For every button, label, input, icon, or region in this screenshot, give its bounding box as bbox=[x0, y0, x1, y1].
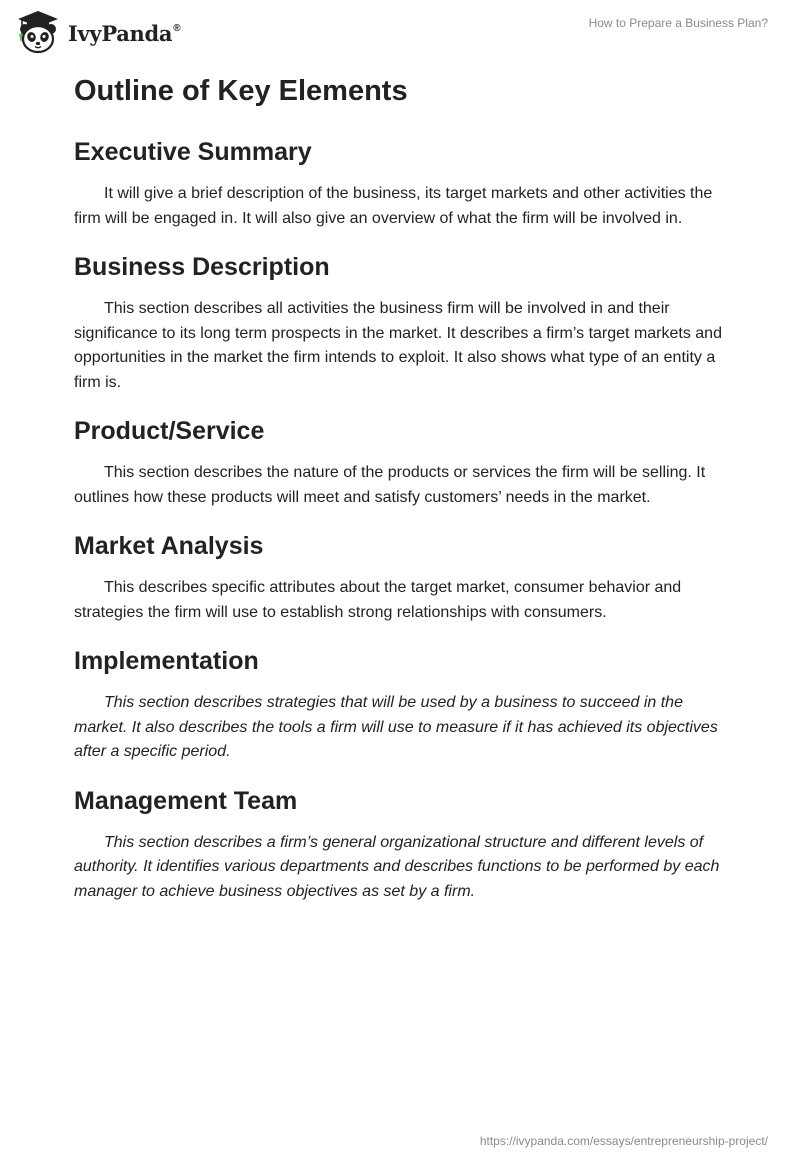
section-implementation bbox=[74, 645, 724, 765]
section-paragraph: This section describes a firm’s general organizational structure and different levels of authority. It identifies various departments and describes functions to be performed by each manager to achieve business objectives as set by a firm. bbox=[74, 833, 720, 900]
section-heading: Business Description bbox=[74, 253, 330, 281]
panda-graduation-cap-icon bbox=[14, 8, 62, 56]
section-heading: Executive Summary bbox=[74, 138, 312, 166]
section-executive-summary bbox=[74, 136, 724, 231]
section-heading: Management Team bbox=[74, 786, 298, 815]
section-paragraph: This describes specific attributes about the target market, consumer behavior and strategies the firm will use to establish strong relationships with consumers. bbox=[74, 579, 682, 621]
section-business-description bbox=[74, 251, 724, 395]
section-heading: Product/Service bbox=[74, 417, 265, 445]
section-market-analysis bbox=[74, 530, 724, 625]
logo-text: IvyPanda® bbox=[68, 20, 181, 46]
ivypanda-logo[interactable] bbox=[14, 8, 180, 56]
page-header bbox=[0, 0, 800, 64]
section-heading: Implementation bbox=[74, 647, 259, 675]
page-title: Outline of Key Elements bbox=[74, 75, 408, 107]
section-product-service bbox=[74, 415, 724, 510]
section-paragraph: It will give a brief description of the business, its target markets and other activities the firm will be engaged in. It will also give an overview of what the firm will be involved in. bbox=[74, 185, 713, 227]
main-content bbox=[74, 72, 724, 924]
source-url-link[interactable]: https://ivypanda.com/essays/entrepreneurship-project/ bbox=[479, 1134, 768, 1148]
section-paragraph: This section describes the nature of the products or services the firm will be selling. It outlines how these products will meet and satisfy customers’ needs in the market. bbox=[74, 464, 706, 506]
registered-mark: ® bbox=[173, 22, 181, 34]
document-title: How to Prepare a Business Plan? bbox=[588, 16, 768, 30]
section-paragraph: This section describes strategies that will be used by a business to succeed in the market. It also describes the tools a firm will use to measure if it has achieved its objectives after a specific period. bbox=[74, 694, 718, 760]
section-paragraph: This section describes all activities the business firm will be involved in and their significance to its long term prospects in the market. It describes a firm’s target markets and opportunities in the market the firm intends to exploit. It also shows what type of an entity a firm is. bbox=[74, 300, 722, 391]
section-heading: Market Analysis bbox=[74, 532, 264, 560]
section-management-team bbox=[74, 785, 724, 905]
